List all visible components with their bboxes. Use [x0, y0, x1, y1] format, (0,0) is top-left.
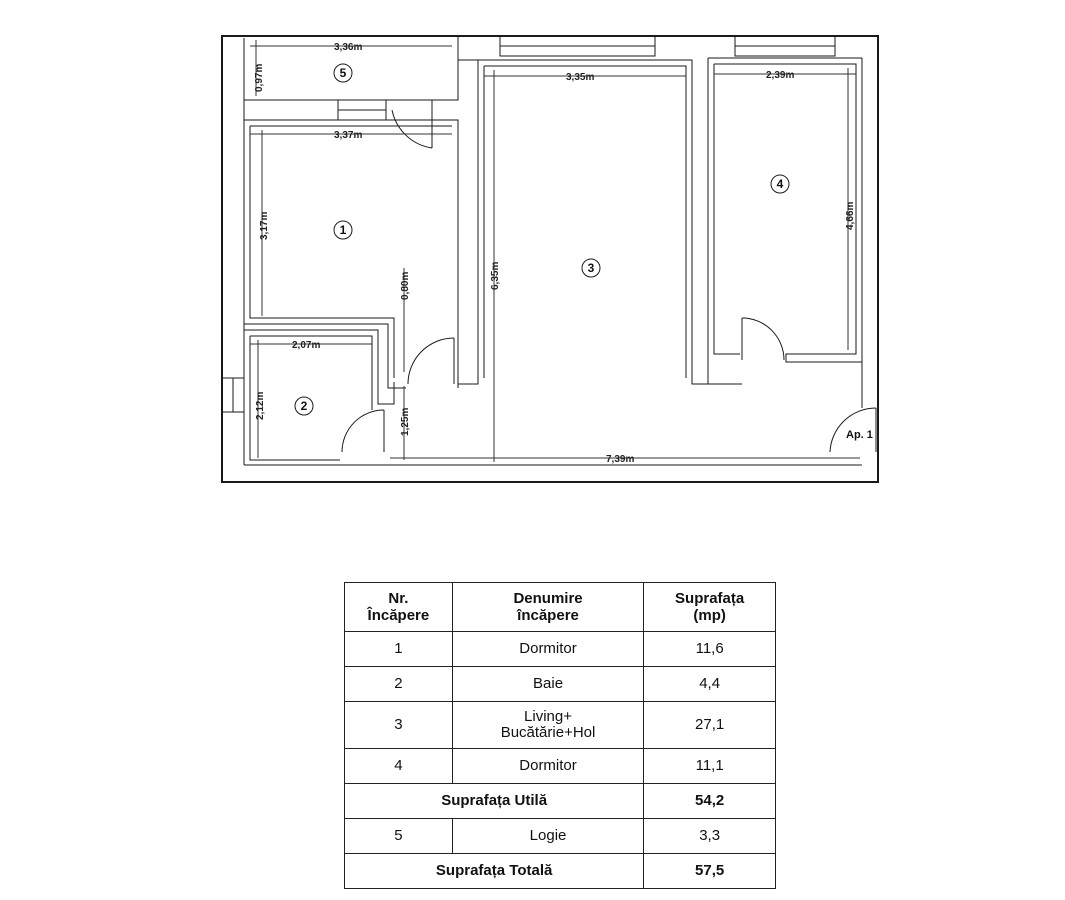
dim-room1-height: 3,17m — [259, 211, 270, 240]
room-number-5: 5 — [339, 66, 347, 80]
cell-room-name: Living+ Bucătărie+Hol — [452, 702, 644, 749]
dim-room2-height: 2,12m — [255, 391, 266, 420]
room1-door-swing — [408, 338, 454, 384]
room-number-3: 3 — [587, 261, 595, 275]
room-marker-4 — [771, 175, 789, 193]
cell-room-area: 27,1 — [644, 702, 776, 749]
useful-area-row — [345, 784, 776, 819]
room-number-4: 4 — [776, 177, 784, 191]
total-area-value: 57,5 — [644, 854, 776, 889]
logia-door-swing — [392, 110, 432, 148]
table-row — [345, 632, 776, 667]
dim-logia-height: 0,97m — [254, 63, 265, 92]
table-row — [345, 667, 776, 702]
cell-room-number: 5 — [345, 819, 453, 854]
room-marker-3 — [582, 259, 600, 277]
outer-wall — [222, 36, 878, 482]
dim-room4-height: 4,66m — [845, 201, 856, 230]
cell-room-name: Dormitor — [452, 749, 644, 784]
dim-room3-width: 3,35m — [566, 72, 595, 83]
dim-total-width: 7,39m — [606, 454, 635, 465]
dim-hall-gap: 0,80m — [400, 271, 411, 300]
room4-wall — [708, 58, 862, 384]
table-row — [345, 819, 776, 854]
room3-wall-inner — [484, 66, 686, 378]
room-number-2: 2 — [300, 399, 308, 413]
useful-area-label: Suprafața Utilă — [345, 784, 644, 819]
room-marker-2 — [295, 397, 313, 415]
table-row — [345, 702, 776, 749]
total-area-row — [345, 854, 776, 889]
table-row — [345, 749, 776, 784]
room4-door-swing — [742, 318, 784, 360]
useful-area-value: 54,2 — [644, 784, 776, 819]
room4-wall-inner — [714, 64, 862, 362]
room-marker-1 — [334, 221, 352, 239]
cell-room-area: 11,6 — [644, 632, 776, 667]
cell-room-area: 3,3 — [644, 819, 776, 854]
dim-entry-depth: 1,25m — [400, 407, 411, 436]
cell-room-name: Baie — [452, 667, 644, 702]
room-area-table — [344, 582, 776, 889]
cell-room-name: Logie — [452, 819, 644, 854]
apartment-label: Ap. 1 — [846, 429, 873, 441]
cell-room-number: 2 — [345, 667, 453, 702]
cell-room-area: 4,4 — [644, 667, 776, 702]
dim-room1-width: 3,37m — [334, 130, 363, 141]
room-marker-5 — [334, 64, 352, 82]
dim-room3-height: 6,35m — [490, 261, 501, 290]
cell-room-number: 1 — [345, 632, 453, 667]
cell-room-area: 11,1 — [644, 749, 776, 784]
total-area-label: Suprafața Totală — [345, 854, 644, 889]
dim-room2-width: 2,07m — [292, 340, 321, 351]
header-room-name: Denumire încăpere — [452, 583, 644, 632]
cell-room-number: 3 — [345, 702, 453, 749]
table-header-row — [345, 583, 776, 632]
room1-wall-inner — [250, 126, 452, 378]
room-number-1: 1 — [339, 223, 347, 237]
room2-wall-inner — [250, 336, 372, 460]
bath-door-swing — [342, 410, 384, 452]
room3-wall — [458, 60, 710, 384]
dim-logia-width: 3,36m — [334, 42, 363, 53]
header-room-number: Nr. Încăpere — [345, 583, 453, 632]
cell-room-name: Dormitor — [452, 632, 644, 667]
dim-room4-width: 2,39m — [766, 70, 795, 81]
header-room-area: Suprafața (mp) — [644, 583, 776, 632]
cell-room-number: 4 — [345, 749, 453, 784]
